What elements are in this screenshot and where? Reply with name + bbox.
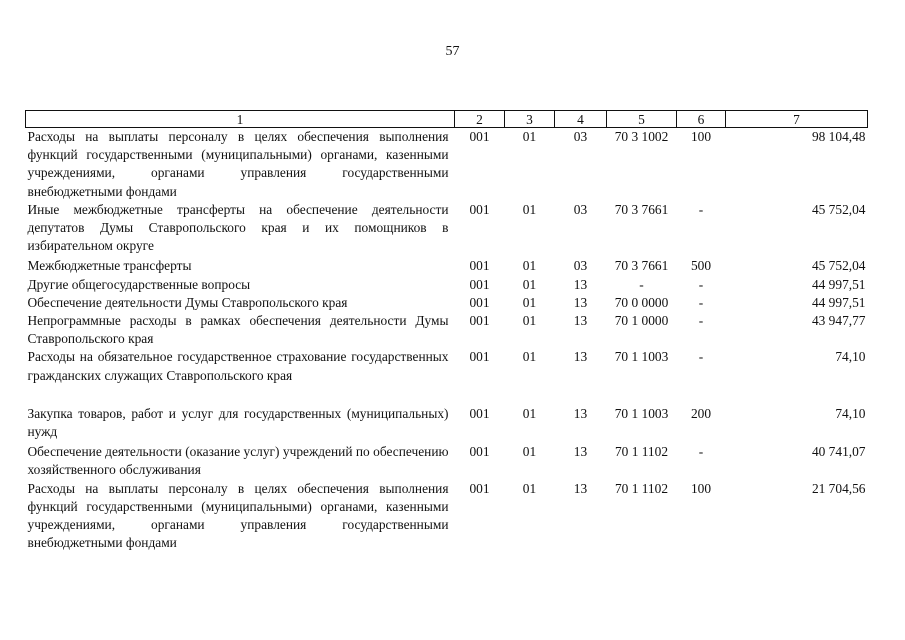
row-department-code: 001	[469, 480, 490, 496]
row-section-code: 01	[522, 405, 537, 421]
row-subsection-code: 03	[573, 201, 588, 217]
row-subsection-code: 13	[573, 313, 588, 329]
row-section-code: 01	[522, 276, 537, 292]
row-target-article: 70 0 0000	[614, 294, 669, 310]
row-subsection-code: 03	[573, 258, 588, 274]
row-target-article: 70 1 0000	[614, 313, 669, 329]
row-subsection-code: 13	[573, 349, 588, 365]
row-department-code: 001	[469, 201, 490, 217]
row-subsection-code: 03	[573, 129, 588, 144]
table-row	[26, 294, 868, 312]
row-target-article: 70 3 7661	[614, 258, 669, 274]
row-amount: 43 947,77	[811, 313, 866, 329]
table-row	[26, 405, 868, 443]
row-description: Межбюджетные трансферты	[27, 258, 192, 274]
row-target-article: 70 1 1003	[614, 349, 669, 365]
row-section-code: 01	[522, 313, 537, 329]
row-expense-type: 200	[690, 405, 712, 421]
row-expense-type: 100	[690, 129, 712, 144]
table-row	[26, 480, 868, 553]
row-section-code: 01	[522, 129, 537, 144]
row-expense-type: -	[698, 444, 704, 460]
budget-table	[25, 110, 868, 552]
row-department-code: 001	[469, 444, 490, 460]
table-row	[26, 128, 868, 201]
row-target-article: 70 1 1003	[614, 405, 669, 421]
row-target-article: 70 3 1002	[614, 129, 669, 144]
column-header-3: 3	[505, 111, 555, 128]
row-amount: 45 752,04	[811, 201, 866, 217]
row-expense-type: -	[698, 201, 704, 217]
row-description: Расходы на выплаты персоналу в целях обеспечения выполнения функций государственными (муниципальными) органами, казенными учреждениями, органами управления государственными внебюджетными фондами	[27, 480, 449, 551]
row-amount: 74,10	[835, 405, 866, 421]
row-description: Обеспечение деятельности Думы Ставропольского края	[27, 294, 348, 310]
column-header-6: 6	[677, 111, 726, 128]
row-section-code: 01	[522, 349, 537, 365]
row-amount: 74,10	[835, 349, 866, 365]
row-description: Непрограммные расходы в рамках обеспечения деятельности Думы Ставропольского края	[27, 313, 449, 347]
row-section-code: 01	[522, 294, 537, 310]
row-description: Обеспечение деятельности (оказание услуг) учреждений по обеспечению хозяйственного обслуживания	[27, 444, 449, 478]
row-expense-type: 500	[690, 258, 712, 274]
row-department-code: 001	[469, 258, 490, 274]
row-section-code: 01	[522, 444, 537, 460]
row-expense-type: -	[698, 313, 704, 329]
page-number: 57	[445, 44, 460, 59]
row-subsection-code: 13	[573, 294, 588, 310]
column-header-5: 5	[607, 111, 677, 128]
table-row	[26, 443, 868, 479]
row-description: Расходы на выплаты персоналу в целях обеспечения выполнения функций государственными (муниципальными) органами, казенными учреждениями, органами управления государственными внебюджетными фондами	[27, 129, 449, 199]
row-subsection-code: 13	[573, 480, 588, 496]
row-amount: 98 104,48	[811, 129, 866, 144]
row-section-code: 01	[522, 258, 537, 274]
row-department-code: 001	[469, 349, 490, 365]
table-row	[26, 312, 868, 348]
row-subsection-code: 13	[573, 405, 588, 421]
column-header-2: 2	[455, 111, 505, 128]
row-target-article: 70 1 1102	[614, 444, 669, 460]
table-row	[26, 348, 868, 404]
row-amount: 44 997,51	[811, 276, 866, 292]
column-header-7: 7	[726, 111, 868, 128]
row-description: Закупка товаров, работ и услуг для государственных (муниципальных) нужд	[27, 405, 449, 440]
table-row	[26, 201, 868, 258]
row-target-article: -	[639, 276, 644, 292]
row-target-article: 70 3 7661	[614, 201, 669, 217]
row-department-code: 001	[469, 129, 490, 144]
row-department-code: 001	[469, 405, 490, 421]
header-row	[26, 111, 868, 128]
row-description: Другие общегосударственные вопросы	[27, 276, 251, 292]
row-section-code: 01	[522, 480, 537, 496]
table-row	[26, 276, 868, 294]
row-expense-type: -	[698, 276, 704, 292]
row-target-article: 70 1 1102	[614, 480, 669, 496]
row-amount: 45 752,04	[811, 258, 866, 274]
row-amount: 40 741,07	[811, 444, 866, 460]
row-description: Иные межбюджетные трансферты на обеспечение деятельности депутатов Думы Ставропольского края и их помощников в избирательном округе	[27, 201, 449, 254]
row-description: Расходы на обязательное государственное страхование государственных гражданских служащих Ставропольского края	[27, 349, 449, 383]
column-header-4: 4	[555, 111, 607, 128]
row-subsection-code: 13	[573, 444, 588, 460]
row-expense-type: -	[698, 294, 704, 310]
row-subsection-code: 13	[573, 276, 588, 292]
row-expense-type: -	[698, 349, 704, 365]
row-amount: 21 704,56	[811, 480, 866, 496]
row-amount: 44 997,51	[811, 294, 866, 310]
row-department-code: 001	[469, 313, 490, 329]
row-department-code: 001	[469, 294, 490, 310]
table-row	[26, 257, 868, 275]
row-expense-type: 100	[690, 480, 712, 496]
column-header-1: 1	[26, 111, 455, 128]
row-department-code: 001	[469, 276, 490, 292]
row-section-code: 01	[522, 201, 537, 217]
